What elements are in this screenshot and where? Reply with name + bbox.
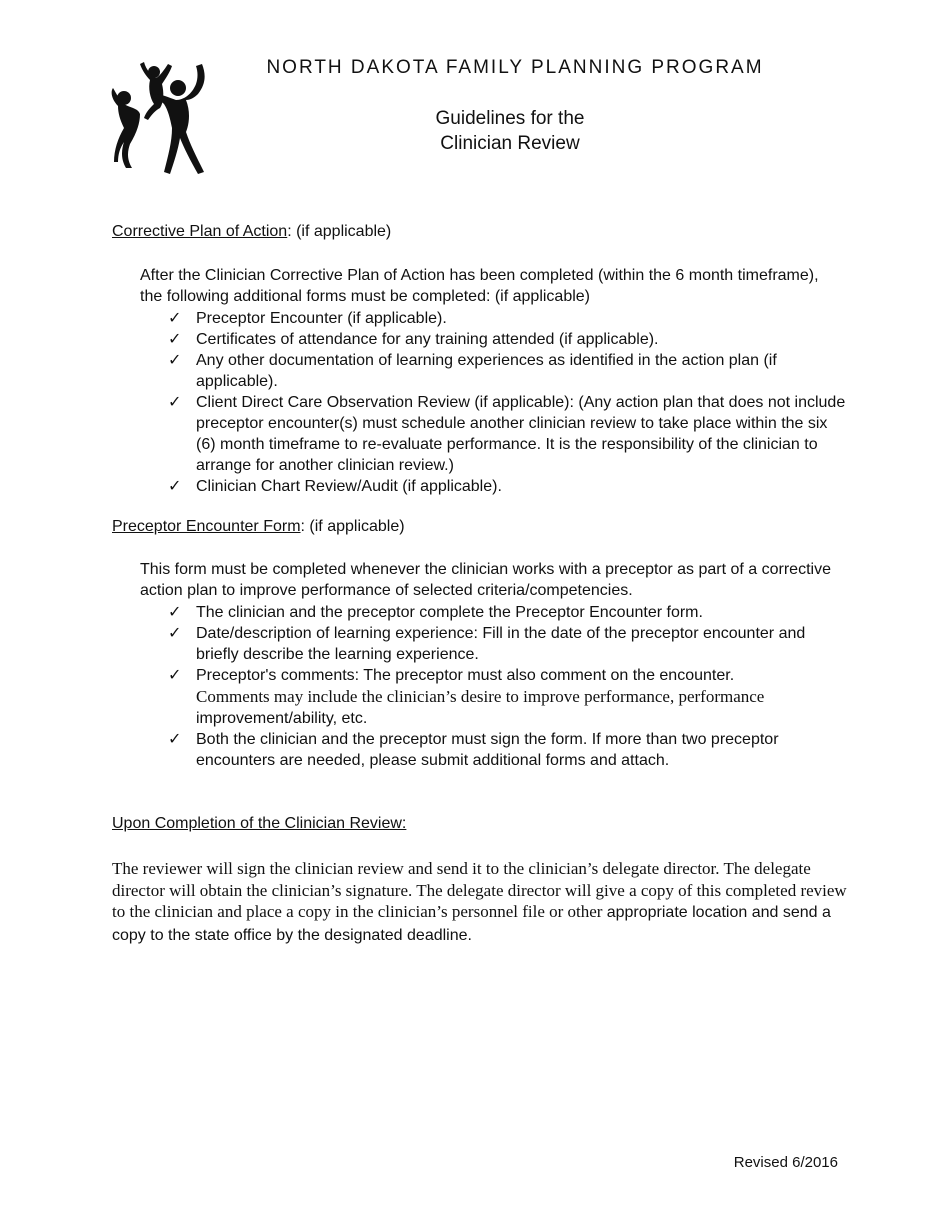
organization-name: NORTH DAKOTA FAMILY PLANNING PROGRAM xyxy=(266,57,764,78)
section-corrective-plan-heading xyxy=(112,223,391,241)
corrective-plan-checklist xyxy=(168,308,848,497)
section-heading-suffix: : (if applicable) xyxy=(300,518,405,535)
section-heading-text: Preceptor Encounter Form xyxy=(112,518,301,535)
revision-date: Revised 6/2016 xyxy=(733,1154,838,1171)
section-completion-body xyxy=(112,858,852,946)
title-line-1: Guidelines for the xyxy=(435,108,585,129)
checkmark-icon: ✓ xyxy=(168,667,182,684)
section-heading-text: Corrective Plan of Action xyxy=(112,223,288,240)
checkmark-icon: ✓ xyxy=(168,731,182,748)
section-preceptor-form-intro: This form must be completed whenever the clinician works with a preceptor as part of a corrective action plan to improve performance of selected criteria/competencies. xyxy=(140,561,831,599)
completion-text-last: appropriate location and send a copy to the state office by the designated deadline. xyxy=(112,904,831,944)
checkmark-icon: ✓ xyxy=(168,394,182,411)
list-item: ✓ Preceptor Encounter (if applicable). xyxy=(168,310,447,327)
list-item: ✓ Both the clinician and the preceptor must sign the form. If more than two preceptor encounters are needed, please submit additional forms and attach. xyxy=(168,731,779,769)
list-item: ✓ Client Direct Care Observation Review (if applicable): (Any action plan that does not include preceptor encounter(s) must schedule another clinician review to take place within the six (6) month timeframe to re-evaluate performance. It is the responsibility of the clinician to arrange for another clinician review.) xyxy=(168,394,846,474)
checkmark-icon: ✓ xyxy=(168,352,182,369)
checkmark-icon: ✓ xyxy=(168,331,182,348)
list-item: ✓ Preceptor's comments: The preceptor must also comment on the encounter. Comments may include the clinician’s desire to improve performance, performance improvement/ability, etc. xyxy=(168,667,765,727)
list-item: ✓ Clinician Chart Review/Audit (if applicable). xyxy=(168,478,502,495)
section-heading-suffix: : (if applicable) xyxy=(287,223,392,240)
section-heading-text: Upon Completion of the Clinician Review: xyxy=(112,815,407,832)
list-item: ✓ The clinician and the preceptor complete the Preceptor Encounter form. xyxy=(168,604,703,621)
list-item: ✓ Certificates of attendance for any training attended (if applicable). xyxy=(168,331,659,348)
section-corrective-plan-intro: After the Clinician Corrective Plan of Action has been completed (within the 6 month timeframe), the following additional forms must be completed: (if applicable) xyxy=(140,267,819,305)
preceptor-form-checklist xyxy=(168,602,848,771)
checkmark-icon: ✓ xyxy=(168,478,182,495)
section-completion-heading xyxy=(112,815,406,833)
checkmark-icon: ✓ xyxy=(168,625,182,642)
title-line-2: Clinician Review xyxy=(440,133,580,154)
section-preceptor-form-heading xyxy=(112,518,405,536)
completion-text: The reviewer will sign the clinician review and send it to the clinician’s delegate director. The delegate director will obtain the clinician’s signature. The delegate director will give a copy of this completed review to the clinician and place a copy in the clinician’s personnel file or other xyxy=(112,859,847,921)
checkmark-icon: ✓ xyxy=(168,604,182,621)
checkmark-icon: ✓ xyxy=(168,310,182,327)
list-item: ✓ Any other documentation of learning experiences as identified in the action plan (if applicable). xyxy=(168,352,777,390)
page-title xyxy=(310,106,710,156)
list-item: ✓ Date/description of learning experience: Fill in the date of the preceptor encounter and briefly describe the learning experience. xyxy=(168,625,806,663)
